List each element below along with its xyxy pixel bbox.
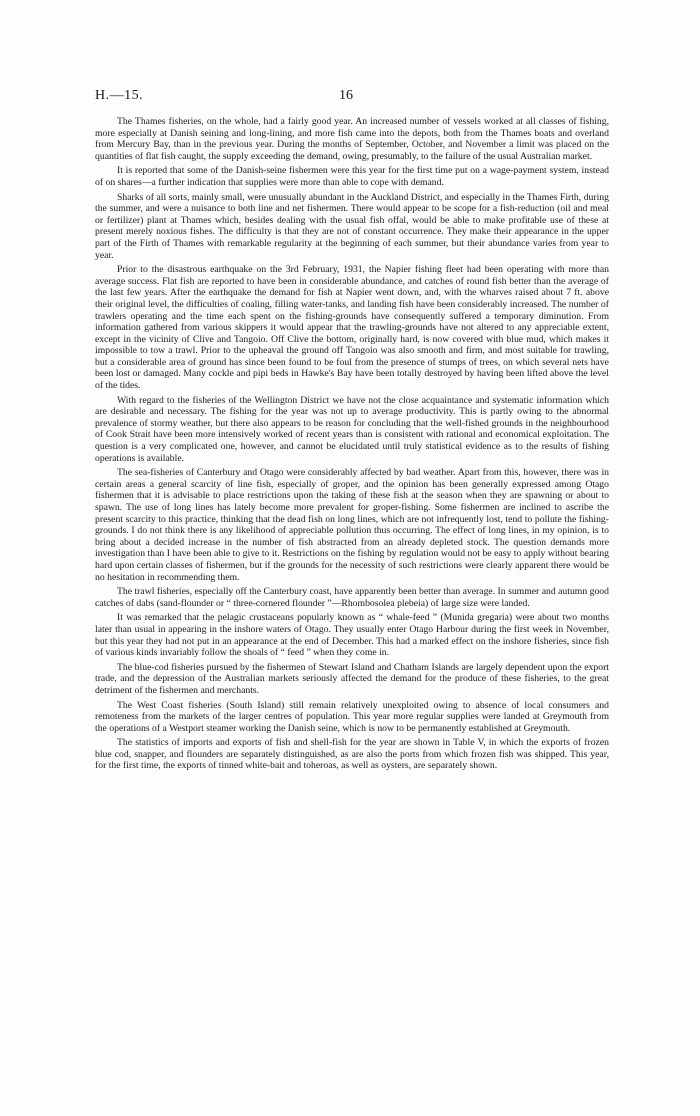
paragraph-sharks: Sharks of all sorts, mainly small, were unusually abundant in the Auckland District, and especially in the Thames Firth, during the summer, and were a nuisance to both line and net fishermen. There would appear to be scope for a fish-reduction (oil and meal or fertilizer) plant at Thames which, besides dealing with the usual fish offal, would be able to make profitable use of these at present merely noxious fishes. The difficulty is that they are not of constant occurrence. They make their appearance in the upper part of the Firth of Thames with remarkable regularity at the beginning of each summer, but their abundance varies from year to year.: [95, 191, 609, 261]
paragraph-napier: Prior to the disastrous earthquake on the 3rd February, 1931, the Napier fishing fleet had been operating with more than average success. Flat fish are reported to have been in considerable abundance, and catches of round fish better than the average of the last few years. After the earthquake the demand for fish at Napier went down, and, with the wharves raised about 7 ft. above their original level, the difficulties of coaling, filling water-tanks, and landing fish have been considerably increased. The number of trawlers operating and the time each spent on the fishing-grounds have consequently suffered a temporary diminution. From information gathered from various skippers it would appear that the trawling-grounds have not altered to any appreciable extent, except in the vicinity of Clive and Tangoio. Off Clive the bottom, originally hard, is now covered with blue mud, which makes it impossible to tow a trawl. Prior to the upheaval the ground off Tangoio was also smooth and firm, and most suitable for trawling, but a considerable area of ground has since been found to be foul from the presence of stumps of trees, on which several nets have been lost or damaged. Many cockle and pipi beds in Hawke's Bay have been totally destroyed by having been lifted above the level of the tides.: [95, 264, 609, 392]
report-id: H.—15.: [95, 88, 144, 103]
paragraph-west-coast: The West Coast fisheries (South Island) still remain relatively unexploited owing to absence of local consumers and remoteness from the markets of the larger centres of population. This year more regular supplies were landed at Greymouth from the operations of a Westport steamer working the Danish seine, which is now to be permanently established at Greymouth.: [95, 699, 609, 734]
page-header: [95, 88, 607, 108]
paragraph-whale-feed: It was remarked that the pelagic crustaceans popularly known as “ whale-feed ” (Munida gregaria) were about two months later than usual in appearing in the inshore waters of Otago. They usually enter Otago Harbour during the first week in November, but this year they had not put in an appearance at the end of December. This had a marked effect on the inshore fisheries, since fish of various kinds invariably follow the shoals of “ feed ” when they come in.: [95, 612, 609, 659]
paragraph-wage-payment: It is reported that some of the Danish-seine fishermen were this year for the first time put on a wage-payment system, instead of on shares—a further indication that supplies were more than able to cope with demand.: [95, 165, 609, 188]
paragraph-thames: The Thames fisheries, on the whole, had a fairly good year. An increased number of vessels worked at all classes of fishing, more especially at Danish seining and long-lining, and more fish came into the depots, both from the Thames boats and overland from Mercury Bay, than in the previous year. During the months of September, October, and November a limit was placed on the quantities of flat fish caught, the supply exceeding the demand, owing, presumably, to the failure of the usual Australian market.: [95, 116, 609, 162]
paragraph-statistics: The statistics of imports and exports of fish and shell-fish for the year are shown in Table V, in which the exports of frozen blue cod, snapper, and flounders are separately distinguished, as are also the ports from which frozen fish was shipped. This year, for the first time, the exports of tinned white-bait and toheroas, as well as oysters, are separately shown.: [95, 737, 609, 772]
paragraph-canterbury-otago: The sea-fisheries of Canterbury and Otago were considerably affected by bad weather. Apart from this, however, there was in certain areas a general scarcity of line fish, especially of groper, and the opinion has been generally expressed among Otago fishermen that it is advisable to place restrictions upon the taking of these fish at the season when they are spawning or about to spawn. The use of long lines has lately become more prevalent for groper-fishing. Some fishermen are inclined to ascribe the present scarcity to this practice, thinking that the dead fish on long lines, which are not infrequently lost, tend to pollute the fishing-grounds. I do not think there is any likelihood of appreciable pollution thus occurring. The effect of long lines, in my opinion, is to bring about a decided increase in the number of fish abstracted from an already depleted stock. The question demands more investigation than I have been able to give to it. Restrictions on the fishing by regulation would not be easy to apply without bearing hard upon certain classes of fishermen, but if the grounds for the necessity of such restrictions were clearly apparent there would be no hesitation in recommending them.: [95, 467, 609, 583]
body-text: [95, 116, 609, 775]
page-number: 16: [339, 88, 353, 103]
paragraph-wellington: With regard to the fisheries of the Wellington District we have not the close acquaintance and systematic information which are desirable and necessary. The fishing for the year was not up to average productivity. This is partly owing to the abnormal prevalence of stormy weather, but there also appears to be reason for concluding that the well-fished grounds in the neighbourhood of Cook Strait have been more intensively worked of recent years than is consistent with rational and economical exploitation. The question is a very complicated one, however, and cannot be elucidated until truly statistical evidence as to the results of fishing operations is available.: [95, 394, 609, 464]
paragraph-trawl: The trawl fisheries, especially off the Canterbury coast, have apparently been better than average. In summer and autumn good catches of dabs (sand-flounder or “ three-cornered flounder ”—Rhombosolea plebeia) of large size were landed.: [95, 586, 609, 609]
paragraph-blue-cod: The blue-cod fisheries pursued by the fishermen of Stewart Island and Chatham Islands are largely dependent upon the export trade, and the depression of the Australian markets seriously affected the demand for the produce of these fisheries, to the great detriment of the fishermen and merchants.: [95, 661, 609, 696]
